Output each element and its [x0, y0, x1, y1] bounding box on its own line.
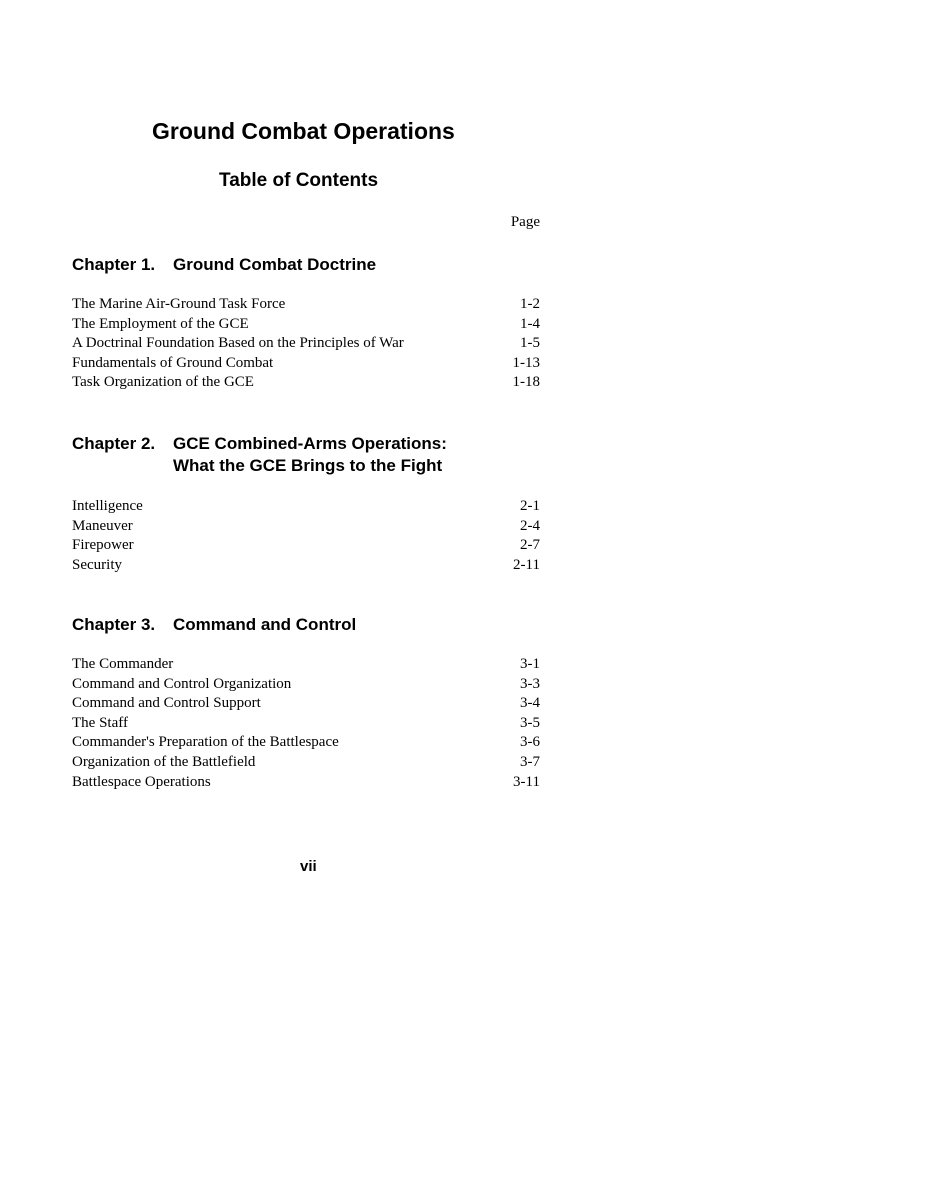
document-title: Ground Combat Operations	[152, 118, 455, 144]
toc-entry[interactable]	[72, 315, 540, 335]
toc-entry-page: 3-3	[520, 675, 540, 692]
toc-entry-page: 3-1	[520, 656, 540, 672]
toc-entry-label: Intelligence	[72, 498, 143, 514]
toc-entry[interactable]	[72, 675, 540, 695]
toc-entry-label: The Commander	[72, 656, 174, 672]
toc-entry[interactable]	[72, 773, 540, 793]
toc-entry[interactable]	[72, 655, 540, 675]
toc-entry[interactable]	[72, 334, 540, 354]
toc-entry[interactable]	[72, 556, 540, 576]
toc-entry[interactable]	[72, 733, 540, 753]
chapter-title: Ground Combat Doctrine	[173, 255, 377, 274]
toc-entry-label: Fundamentals of Ground Combat	[72, 354, 274, 371]
toc-entry-label: Organization of the Battlefield	[72, 753, 256, 770]
chapter-title: GCE Combined-Arms Operations:	[173, 434, 447, 453]
toc-entry[interactable]	[72, 714, 540, 734]
toc-entry-label: The Staff	[72, 714, 128, 731]
page-number: vii	[300, 858, 317, 875]
toc-entry-page: 3-7	[520, 753, 540, 770]
toc-entry-label: Battlespace Operations	[72, 773, 211, 790]
toc-entry-label: The Employment of the GCE	[72, 315, 249, 332]
toc-heading: Table of Contents	[219, 170, 379, 191]
toc-entry[interactable]	[72, 753, 540, 773]
chapter-2-heading	[72, 433, 542, 477]
toc-entry-page: 2-1	[520, 498, 540, 514]
toc-entry-label: Firepower	[72, 537, 134, 554]
toc-entry-page: 1-5	[520, 335, 540, 352]
toc-entry-label: The Marine Air-Ground Task Force	[72, 296, 286, 312]
toc-entry-page: 3-6	[520, 734, 540, 751]
toc-entry-page: 2-4	[520, 517, 540, 534]
toc-entry[interactable]	[72, 354, 540, 374]
chapter-number: Chapter 3.	[72, 615, 156, 634]
toc-entry-page: 2-7	[520, 537, 540, 554]
toc-entry-label: Task Organization of the GCE	[72, 374, 254, 391]
toc-entry-label: Command and Control Support	[72, 695, 261, 712]
toc-entry[interactable]	[72, 497, 540, 517]
chapter-1-heading	[72, 254, 542, 276]
toc-entry-page: 1-13	[512, 354, 540, 371]
chapter-2-entries	[72, 497, 540, 575]
toc-entry-page: 3-11	[513, 773, 540, 790]
toc-entry[interactable]	[72, 694, 540, 714]
toc-entry[interactable]	[72, 517, 540, 537]
toc-entry-label: Maneuver	[72, 517, 133, 534]
toc-entry-label: Command and Control Organization	[72, 675, 292, 692]
toc-entry-page: 1-2	[520, 296, 540, 312]
toc-entry-page: 3-4	[520, 695, 540, 712]
chapter-number: Chapter 1.	[72, 255, 156, 274]
toc-entry[interactable]	[72, 373, 540, 393]
toc-entry-page: 1-18	[512, 374, 540, 391]
toc-entry-label: A Doctrinal Foundation Based on the Principles of War	[72, 335, 404, 352]
toc-entry[interactable]	[72, 295, 540, 315]
toc-entry[interactable]	[72, 536, 540, 556]
toc-entry-page: 3-5	[520, 714, 540, 731]
chapter-title-line2: What the GCE Brings to the Fight	[173, 456, 443, 475]
chapter-3-entries	[72, 655, 540, 792]
chapter-1-entries	[72, 295, 540, 393]
toc-entry-page: 1-4	[520, 315, 540, 332]
chapter-number: Chapter 2.	[72, 434, 156, 453]
chapter-3-heading	[72, 614, 542, 636]
toc-entry-page: 2-11	[513, 556, 540, 573]
chapter-title: Command and Control	[173, 615, 357, 634]
page-column-label: Page	[510, 214, 540, 230]
toc-entry-label: Security	[72, 556, 122, 573]
toc-entry-label: Commander's Preparation of the Battlespace	[72, 734, 339, 751]
